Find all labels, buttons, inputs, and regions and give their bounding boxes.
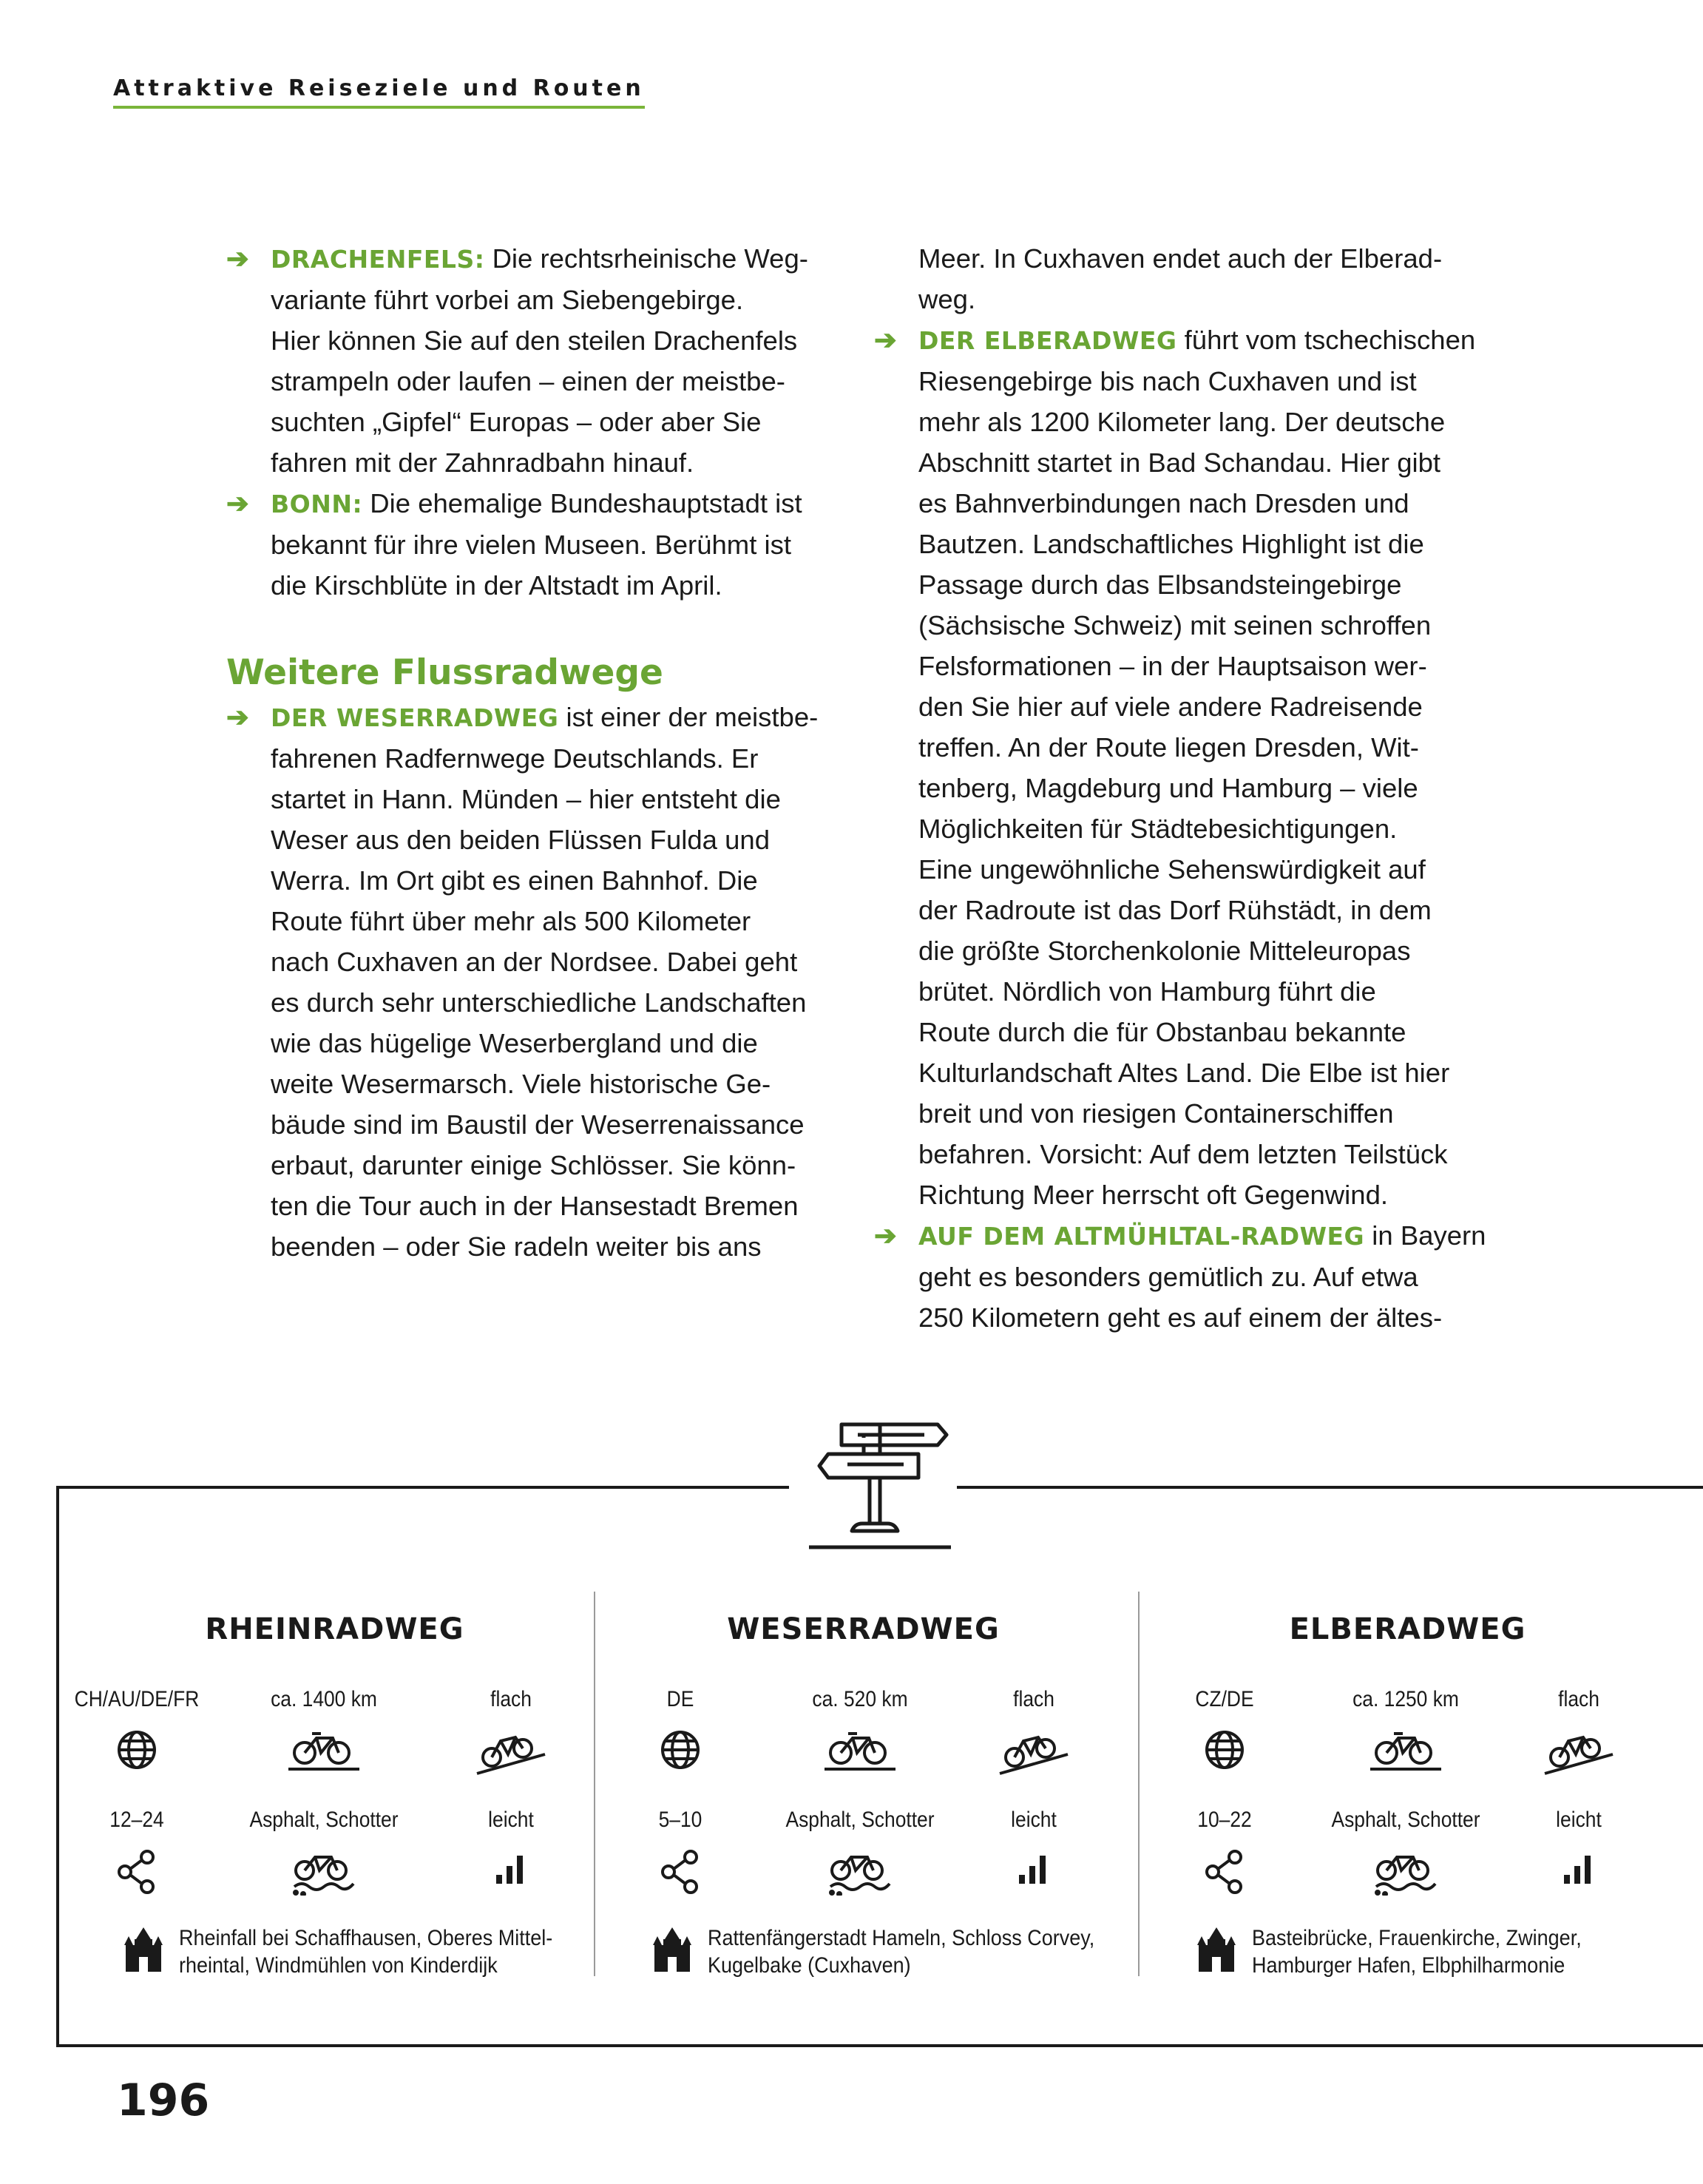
- text-line: Felsformationen – in der Hauptsaison wer-: [918, 651, 1427, 681]
- length-value: ca. 1250 km: [1352, 1687, 1459, 1711]
- text-line: weg.: [918, 284, 976, 314]
- days-value: 12–24: [109, 1808, 164, 1832]
- text-line: Hamburger Hafen, Elbphilharmonie: [1252, 1953, 1565, 1978]
- text-line: Meer. In Cuxhaven endet auch der Elberad-: [918, 243, 1443, 274]
- text-line: 250 Kilometern geht es auf einem der ältes-: [918, 1302, 1443, 1333]
- difficulty-value: leicht: [1556, 1808, 1602, 1832]
- surface-value: Asphalt, Schotter: [249, 1808, 399, 1832]
- profile-cell: [422, 1686, 600, 1775]
- arrow-right-icon: ➔: [226, 488, 249, 518]
- info-box-border-top: [56, 1486, 789, 1489]
- bicycle-icon: [1369, 1728, 1443, 1772]
- text-line: nach Cuxhaven an der Nordsee. Dabei geht: [271, 947, 798, 977]
- text-line: befahren. Vorsicht: Auf dem letzten Teilstück: [918, 1139, 1448, 1169]
- text-line: brütet. Nördlich von Hamburg führt die: [918, 976, 1376, 1007]
- days-cell: [1136, 1807, 1313, 1896]
- info-box-border-bottom: [56, 2044, 1703, 2047]
- sights-row: [654, 1924, 1128, 1979]
- text-line: bäude sind im Baustil der Weserrenaissance: [271, 1109, 805, 1140]
- text-line: Die rechtsrheinische Weg-: [484, 243, 808, 274]
- countries-value: CZ/DE: [1195, 1687, 1254, 1711]
- text-line: weite Wesermarsch. Viele historische Ge-: [271, 1069, 771, 1099]
- length-cell: [1317, 1686, 1494, 1772]
- text-line: Kugelbake (Cuxhaven): [708, 1953, 911, 1978]
- continuation-text: [874, 238, 1495, 320]
- profile-cell: [1490, 1686, 1668, 1775]
- days-cell: [592, 1807, 769, 1896]
- text-line: fahren mit der Zahnradbahn hinauf.: [271, 447, 694, 478]
- text-line: startet in Hann. Münden – hier entsteht die: [271, 784, 781, 814]
- route-title: WESERRADWEG: [727, 1612, 1000, 1646]
- share-nodes-icon: [1202, 1848, 1247, 1896]
- text-line: ten die Tour auch in der Hansestadt Bremen: [271, 1191, 799, 1221]
- text-line: Abschnitt startet in Bad Schandau. Hier gibt: [918, 447, 1441, 478]
- castle-icon: [1197, 1927, 1236, 1972]
- castle-icon: [124, 1927, 163, 1972]
- text-line: Werra. Im Ort gibt es einen Bahnhof. Die: [271, 865, 758, 896]
- sights-row: [1199, 1924, 1672, 1979]
- subheading-flussradwege: Weitere Flussradwege: [226, 652, 663, 693]
- bicycle-slope-icon: [997, 1728, 1071, 1775]
- globe-icon: [1202, 1728, 1247, 1772]
- bullet-altmuehltal: [874, 1215, 1495, 1338]
- text-line: Route führt über mehr als 500 Kilometer: [271, 906, 751, 936]
- bullet-drachenfels: [226, 238, 847, 483]
- days-value: 5–10: [658, 1808, 702, 1832]
- difficulty-cell: [945, 1807, 1123, 1890]
- text-line: Rattenfängerstadt Hameln, Schloss Corvey,: [708, 1926, 1095, 1950]
- countries-value: DE: [666, 1687, 694, 1711]
- signal-bars-icon: [1557, 1848, 1601, 1890]
- sights-row: [126, 1924, 599, 1979]
- bicycle-icon: [287, 1728, 361, 1772]
- text-line: es Bahnverbindungen nach Dresden und: [918, 488, 1409, 518]
- bicycle-terrain-icon: [823, 1848, 897, 1896]
- keyword-weserradweg: DER WESERRADWEG: [271, 703, 559, 732]
- text-line: Passage durch das Elbsandsteingebirge: [918, 569, 1402, 600]
- text-line: bekannt für ihre vielen Museen. Berühmt ist: [271, 530, 791, 560]
- days-value: 10–22: [1197, 1808, 1252, 1832]
- length-cell: [235, 1686, 413, 1772]
- info-box-border-top: [957, 1486, 1703, 1489]
- right-column: [874, 238, 1495, 1338]
- globe-icon: [658, 1728, 702, 1772]
- keyword-drachenfels: DRACHENFELS:: [271, 245, 485, 274]
- route-panel-weser: [595, 1612, 1131, 1997]
- text-line: wie das hügelige Weserbergland und die: [271, 1028, 758, 1058]
- text-line: geht es besonders gemütlich zu. Auf etwa: [918, 1262, 1418, 1292]
- route-title: ELBERADWEG: [1289, 1612, 1526, 1646]
- countries-cell: [48, 1686, 226, 1772]
- text-line: der Radroute ist das Dorf Rühstädt, in dem: [918, 895, 1432, 925]
- length-value: ca. 520 km: [812, 1687, 908, 1711]
- keyword-altmuehltal: AUF DEM ALTMÜHLTAL-RADWEG: [918, 1222, 1365, 1251]
- text-line: rheintal, Windmühlen von Kinderdijk: [179, 1953, 498, 1978]
- arrow-right-icon: ➔: [226, 702, 249, 732]
- text-line: Basteibrücke, Frauenkirche, Zwinger,: [1252, 1926, 1582, 1950]
- profile-value: flach: [1558, 1687, 1599, 1711]
- text-line: (Sächsische Schweiz) mit seinen schroffen: [918, 610, 1432, 640]
- text-line: in Bayern: [1364, 1220, 1486, 1251]
- profile-value: flach: [1013, 1687, 1054, 1711]
- days-cell: [48, 1807, 226, 1896]
- text-line: führt vom tschechischen: [1176, 325, 1476, 355]
- text-line: mehr als 1200 Kilometer lang. Der deutsche: [918, 407, 1446, 437]
- page-number: 196: [117, 2075, 210, 2126]
- bicycle-icon: [823, 1728, 897, 1772]
- text-line: die größte Storchenkolonie Mitteleuropas: [918, 936, 1411, 966]
- bicycle-slope-icon: [1542, 1728, 1616, 1775]
- bullet-elberadweg: [874, 320, 1495, 1215]
- text-line: die Kirschblüte in der Altstadt im April.: [271, 570, 722, 601]
- sights-text: [708, 1924, 1187, 1979]
- text-line: treffen. An der Route liegen Dresden, Wit-: [918, 732, 1419, 763]
- running-header: Attraktive Reiseziele und Routen: [113, 75, 645, 109]
- arrow-right-icon: ➔: [874, 1220, 897, 1251]
- text-line: Hier können Sie auf den steilen Drachenfels: [271, 325, 798, 356]
- text-line: ist einer der meistbe-: [558, 702, 819, 732]
- text-line: strampeln oder laufen – einen der meistbe-: [271, 366, 785, 396]
- text-line: Riesengebirge bis nach Cuxhaven und ist: [918, 366, 1417, 396]
- text-line: Rheinfall bei Schaffhausen, Oberes Mittel-: [179, 1926, 553, 1950]
- castle-icon: [653, 1927, 691, 1972]
- arrow-right-icon: ➔: [226, 243, 249, 274]
- bicycle-slope-icon: [474, 1728, 548, 1775]
- keyword-bonn: BONN:: [271, 490, 363, 518]
- text-line: suchten „Gipfel“ Europas – oder aber Sie: [271, 407, 762, 437]
- signpost-icon: [806, 1413, 954, 1553]
- text-line: Richtung Meer herrscht oft Gegenwind.: [918, 1180, 1389, 1210]
- text-line: variante führt vorbei am Siebengebirge.: [271, 285, 744, 315]
- text-line: Bautzen. Landschaftliches Highlight ist die: [918, 529, 1424, 559]
- share-nodes-icon: [658, 1848, 702, 1896]
- bullet-weserradweg: [226, 697, 847, 1267]
- text-line: breit und von riesigen Containerschiffen: [918, 1098, 1394, 1129]
- keyword-elberadweg: DER ELBERADWEG: [918, 326, 1177, 355]
- sights-text: [1252, 1924, 1703, 1979]
- countries-cell: [1136, 1686, 1313, 1772]
- length-value: ca. 1400 km: [271, 1687, 377, 1711]
- difficulty-value: leicht: [488, 1808, 534, 1832]
- bullet-bonn: [226, 483, 847, 606]
- surface-value: Asphalt, Schotter: [1331, 1808, 1480, 1832]
- left-column: [226, 238, 847, 1267]
- text-line: es durch sehr unterschiedliche Landschaften: [271, 987, 807, 1018]
- share-nodes-icon: [115, 1848, 159, 1896]
- difficulty-value: leicht: [1011, 1808, 1057, 1832]
- text-line: den Sie hier auf viele andere Radreisende: [918, 692, 1423, 722]
- difficulty-cell: [422, 1807, 600, 1890]
- arrow-right-icon: ➔: [874, 325, 897, 355]
- text-line: Kulturlandschaft Altes Land. Die Elbe ist hier: [918, 1058, 1450, 1088]
- length-cell: [771, 1686, 949, 1772]
- route-panel-rhein: [67, 1612, 603, 1997]
- countries-value: CH/AU/DE/FR: [74, 1687, 200, 1711]
- signal-bars-icon: [489, 1848, 533, 1890]
- signal-bars-icon: [1012, 1848, 1056, 1890]
- text-line: fahrenen Radfernwege Deutschlands. Er: [271, 743, 759, 774]
- text-line: Die ehemalige Bundeshauptstadt ist: [362, 488, 802, 518]
- route-panel-elbe: [1140, 1612, 1676, 1997]
- bicycle-terrain-icon: [1369, 1848, 1443, 1896]
- text-line: Möglichkeiten für Städtebesichtigungen.: [918, 814, 1398, 844]
- text-line: erbaut, darunter einige Schlösser. Sie könn-: [271, 1150, 796, 1180]
- text-line: Eine ungewöhnliche Sehenswürdigkeit auf: [918, 854, 1426, 885]
- surface-cell: [1317, 1807, 1494, 1896]
- countries-cell: [592, 1686, 769, 1772]
- surface-cell: [235, 1807, 413, 1896]
- profile-value: flach: [490, 1687, 532, 1711]
- surface-value: Asphalt, Schotter: [785, 1808, 935, 1832]
- text-line: tenberg, Magdeburg und Hamburg – viele: [918, 773, 1418, 803]
- globe-icon: [115, 1728, 159, 1772]
- text-line: beenden – oder Sie radeln weiter bis ans: [271, 1231, 762, 1262]
- surface-cell: [771, 1807, 949, 1896]
- text-line: Weser aus den beiden Flüssen Fulda und: [271, 825, 771, 855]
- sights-text: [179, 1924, 658, 1979]
- bicycle-terrain-icon: [287, 1848, 361, 1896]
- profile-cell: [945, 1686, 1123, 1775]
- text-line: Route durch die für Obstanbau bekannte: [918, 1017, 1406, 1047]
- difficulty-cell: [1490, 1807, 1668, 1890]
- route-title: RHEINRADWEG: [205, 1612, 464, 1646]
